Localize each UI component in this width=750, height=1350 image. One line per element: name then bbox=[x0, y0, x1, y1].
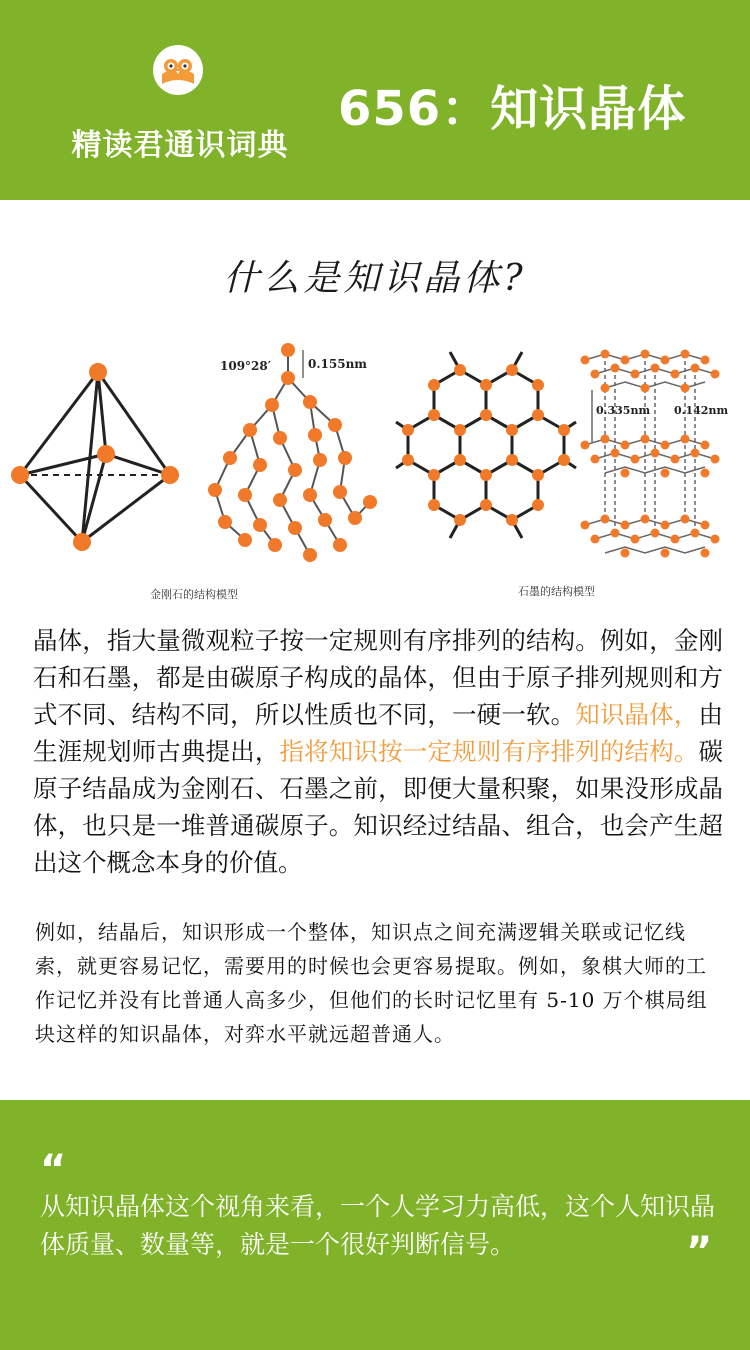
diamond-bond-label: 0.155nm bbox=[308, 357, 367, 371]
graphene-atoms bbox=[402, 364, 570, 526]
owl-book-logo-icon bbox=[152, 44, 204, 96]
tetrahedron-diagram bbox=[20, 372, 170, 542]
graphite-caption: 石墨的结构模型 bbox=[518, 585, 595, 598]
diamond-caption: 金刚石的结构模型 bbox=[150, 588, 238, 601]
paragraph-part-2: 由生涯规划师古典提出， bbox=[33, 700, 724, 766]
close-quote-mark: ” bbox=[686, 1229, 713, 1275]
highlight-term: 知识晶体， bbox=[575, 700, 699, 729]
brand-name: 精读君通识词典 bbox=[71, 128, 289, 163]
graphite-atoms bbox=[581, 350, 720, 558]
paragraph-part-1: 晶体，指大量微观粒子按一定规则有序排列的结构。例如，金刚石和石墨，都是由碳原子构成的晶体，但由于原子排列规则和方式不同、结构不同，所以性质也不同，一硬一软。 bbox=[33, 626, 723, 729]
crystal-structure-figure bbox=[10, 330, 740, 610]
example-paragraph: 例如，结晶后，知识形成一个整体，知识点之间充满逻辑关联或记忆线索，就更容易记忆，需要用的时候也会更容易提取。例如，象棋大师的工作记忆并没有比普通人高多少，但他们的长时记忆里有 5-10 万个棋局组块这样的知识晶体，对弈水平就远超普通人。 bbox=[35, 920, 708, 1046]
open-quote-mark: “ bbox=[40, 1147, 67, 1193]
footer-quote: 从知识晶体这个视角来看，一个人学习力高低，这个人知识晶体质量、数量等，就是一个很好判断信号。 bbox=[40, 1192, 716, 1259]
paragraph-part-3: 碳原子结晶成为金刚石、石墨之前，即便大量积聚，如果没形成晶体，也只是一堆普通碳原子。知识经过结晶、组合，也会产生超出这个概念本身的价值。 bbox=[33, 737, 724, 877]
graphite-bond-label: 0.142nm bbox=[674, 404, 729, 417]
graphite-layer-gap-label: 0.335nm bbox=[596, 404, 651, 417]
definition-paragraph bbox=[33, 622, 723, 881]
highlight-definition: 指将知识按一定规则有序排列的结构。 bbox=[279, 737, 699, 766]
section-question: 什么是知识晶体? bbox=[223, 258, 527, 299]
issue-title: 656：知识晶体 bbox=[338, 81, 687, 137]
diamond-angle-label: 109°28′ bbox=[220, 359, 271, 373]
